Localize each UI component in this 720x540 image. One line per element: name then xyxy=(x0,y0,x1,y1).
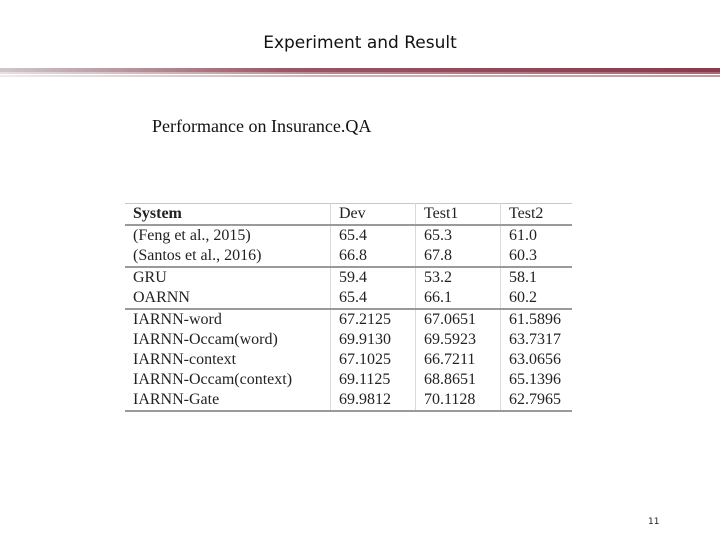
cell-dev-best: 69.9812 xyxy=(331,390,416,411)
cell-dev: 69.9130 xyxy=(331,330,416,350)
cell-test1: 53.2 xyxy=(416,267,501,288)
table-row xyxy=(125,246,572,267)
cell-dev: 66.8 xyxy=(331,246,416,267)
table-row xyxy=(125,390,572,411)
cell-dev: 65.4 xyxy=(331,288,416,309)
cell-system: (Santos et al., 2016) xyxy=(125,246,331,267)
header-test2: Test2 xyxy=(509,205,544,222)
table-row xyxy=(125,330,572,350)
table-row xyxy=(125,370,572,390)
title-divider-2 xyxy=(0,72,720,74)
slide-title: Experiment and Result xyxy=(263,33,457,53)
cell-system: GRU xyxy=(125,267,331,288)
table-row xyxy=(125,309,572,330)
cell-system: IARNN-Gate xyxy=(125,390,331,411)
cell-system: IARNN-word xyxy=(125,309,331,330)
cell-test1: 69.5923 xyxy=(416,330,501,350)
cell-test2: 61.5896 xyxy=(509,311,561,328)
cell-dev: 67.1025 xyxy=(331,350,416,370)
cell-test1: 67.0651 xyxy=(416,309,501,330)
page-number: 11 xyxy=(648,517,660,527)
cell-test2: 61.0 xyxy=(509,227,537,244)
table-row xyxy=(125,288,572,309)
cell-dev: 69.1125 xyxy=(331,370,416,390)
cell-dev: 67.2125 xyxy=(331,309,416,330)
header-system: System xyxy=(125,204,331,226)
table-row xyxy=(125,267,572,288)
table-header-row xyxy=(125,204,572,226)
cell-test1-best: 70.1128 xyxy=(416,390,501,411)
cell-test2: 63.0656 xyxy=(509,351,561,368)
cell-system: OARNN xyxy=(125,288,331,309)
cell-dev: 65.4 xyxy=(331,225,416,246)
cell-dev: 59.4 xyxy=(331,267,416,288)
header-dev: Dev xyxy=(331,204,416,226)
cell-test2-best: 65.1396 xyxy=(509,371,561,388)
cell-test2: 63.7317 xyxy=(509,331,561,348)
cell-test2: 60.3 xyxy=(509,247,537,264)
table-row xyxy=(125,350,572,370)
cell-test2: 62.7965 xyxy=(509,391,561,408)
cell-system: IARNN-Occam(context) xyxy=(125,370,331,390)
results-table xyxy=(125,203,572,412)
cell-test1: 66.7211 xyxy=(416,350,501,370)
table-caption: Performance on Insurance.QA xyxy=(152,116,372,136)
cell-test2: 60.2 xyxy=(509,289,537,306)
cell-test2: 58.1 xyxy=(509,269,537,286)
cell-test1: 65.3 xyxy=(416,225,501,246)
cell-test1: 68.8651 xyxy=(416,370,501,390)
title-divider-3 xyxy=(0,75,720,77)
cell-test1: 67.8 xyxy=(416,246,501,267)
cell-system: IARNN-context xyxy=(125,350,331,370)
cell-system: (Feng et al., 2015) xyxy=(125,225,331,246)
cell-system: IARNN-Occam(word) xyxy=(125,330,331,350)
cell-test1: 66.1 xyxy=(416,288,501,309)
header-test1: Test1 xyxy=(416,204,501,226)
table-row xyxy=(125,225,572,246)
